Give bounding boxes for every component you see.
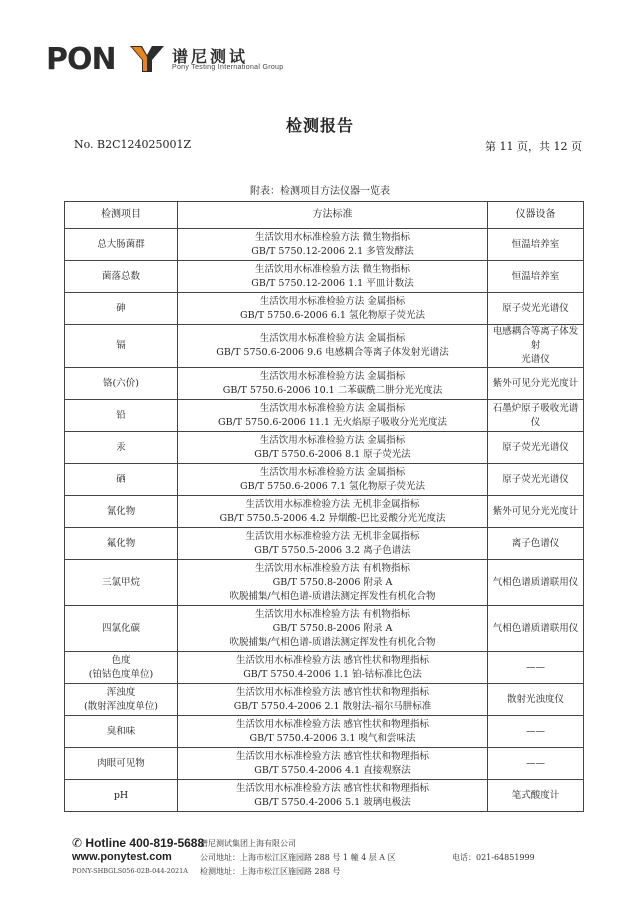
page-indicator: 第 11 页，共 12 页	[485, 140, 582, 153]
cell-instrument-line: 紫外可见分光光度计	[492, 505, 579, 517]
cell-item-line: 臭和味	[106, 725, 136, 737]
cell-method-line: 生活饮用水标准检验方法 感官性状和物理指标	[235, 654, 430, 666]
cell-method-line: 生活饮用水标准检验方法 无机非金属指标	[245, 530, 420, 542]
hotline-text: Hotline 400-819-5688	[85, 836, 205, 850]
cell-method-line: 生活饮用水标准检验方法 金属指标	[259, 370, 406, 382]
cell-item	[65, 229, 178, 261]
cell-item-line: 总大肠菌群	[97, 238, 145, 250]
cell-item	[65, 368, 178, 400]
cell-item	[65, 261, 178, 293]
table-body	[65, 229, 584, 812]
cell-instrument-line: ——	[526, 757, 545, 769]
cell-method	[178, 606, 488, 652]
cell-method-line: 吹脱捕集/气相色谱-质谱法测定挥发性有机化合物	[229, 590, 436, 602]
cell-method-line: 生活饮用水标准检验方法 有机物指标	[254, 562, 411, 574]
cell-method-line: GB/T 5750.8-2006 附录 A	[272, 576, 393, 588]
lab-address: 检测地址：上海市松江区施园路 288 号	[200, 867, 341, 876]
cell-method-line: GB/T 5750.12-2006 2.1 多管发酵法	[251, 245, 414, 257]
cell-instrument-line: 离子色谱仪	[511, 537, 560, 549]
cell-method	[178, 229, 488, 261]
table-row	[65, 496, 584, 528]
document-code: PONY-SHBGLS056-02B-044-2021A	[72, 867, 188, 875]
cell-method-line: GB/T 5750.4-2006 1.1 铂-钴标准比色法	[243, 668, 422, 680]
company-address: 公司地址：上海市松江区施园路 288 号 1 幢 4 层 A 区	[200, 853, 396, 862]
cell-item	[65, 464, 178, 496]
table-row	[65, 780, 584, 812]
cell-instrument	[488, 652, 584, 684]
cell-item	[65, 780, 178, 812]
cell-method	[178, 716, 488, 748]
cell-item	[65, 652, 178, 684]
cell-instrument	[488, 716, 584, 748]
cell-instrument	[488, 261, 584, 293]
cell-method-line: 生活饮用水标准检验方法 金属指标	[259, 434, 406, 446]
cell-instrument	[488, 528, 584, 560]
table-row	[65, 560, 584, 606]
cell-item-line: (铂钴色度单位)	[88, 668, 154, 680]
cell-item	[65, 400, 178, 432]
cell-instrument	[488, 432, 584, 464]
cell-item-line: 菌落总数	[101, 270, 140, 282]
cell-instrument	[488, 229, 584, 261]
table-row	[65, 325, 584, 368]
cell-method-line: GB/T 5750.6-2006 9.6 电感耦合等离子体发射光谱法	[216, 347, 449, 358]
cell-instrument	[488, 496, 584, 528]
cell-method-line: GB/T 5750.5-2006 3.2 离子色谱法	[254, 544, 411, 556]
cell-method-line: GB/T 5750.6-2006 8.1 原子荧光法	[254, 448, 411, 460]
cell-method	[178, 748, 488, 780]
cell-instrument-line: 原子荧光光谱仪	[502, 302, 569, 314]
cell-method-line: 生活饮用水标准检验方法 金属指标	[259, 295, 406, 307]
cell-item-line: 四氯化碳	[101, 622, 140, 634]
cell-method-line: 生活饮用水标准检验方法 无机非金属指标	[245, 498, 420, 510]
cell-instrument-line: 原子荧光光谱仪	[502, 473, 569, 485]
hotline	[72, 836, 204, 850]
cell-method-line: GB/T 5750.4-2006 4.1 直接观察法	[254, 764, 411, 776]
cell-instrument-line: 气相色谱质谱联用仪	[492, 622, 579, 634]
cell-method-line: 生活饮用水标准检验方法 金属指标	[259, 402, 406, 414]
cell-item	[65, 496, 178, 528]
cell-instrument-line: 笔式酸度计	[511, 789, 560, 801]
cell-instrument-line: 恒温培养室	[511, 270, 560, 282]
table-row	[65, 716, 584, 748]
cell-instrument-line: 原子荧光光谱仪	[502, 441, 569, 453]
cell-instrument-line: 电感耦合等离子体发射	[492, 326, 579, 351]
cell-item	[65, 293, 178, 325]
cell-method-line: GB/T 5750.4-2006 5.1 玻璃电极法	[254, 796, 411, 808]
cell-instrument-line: 散射光浊度仪	[506, 693, 564, 705]
cell-method-line: 生活饮用水标准检验方法 微生物指标	[254, 263, 411, 275]
cell-method-line: GB/T 5750.12-2006 1.1 平皿计数法	[251, 277, 414, 289]
cell-item	[65, 748, 178, 780]
cell-method-line: GB/T 5750.6-2006 11.1 无火焰原子吸收分光光度法	[218, 416, 447, 428]
table-row	[65, 748, 584, 780]
cell-item-line: 三氯甲烷	[101, 576, 140, 588]
table-row	[65, 261, 584, 293]
cell-method-line: 生活饮用水标准检验方法 感官性状和物理指标	[235, 750, 430, 762]
cell-instrument-line: 光谱仪	[521, 354, 550, 365]
cell-method	[178, 432, 488, 464]
phone-number: 电话：021-64851999	[452, 853, 535, 862]
header-method: 方法标准	[178, 202, 488, 229]
cell-item-line: 铅	[116, 409, 126, 421]
cell-item-line: 镉	[116, 340, 126, 351]
cell-method-line: GB/T 5750.6-2006 10.1 二苯碳酰二肼分光光度法	[222, 384, 443, 396]
header-instrument: 仪器设备	[488, 202, 584, 229]
cell-item-line: 氰化物	[106, 505, 136, 517]
cell-method-line: 生活饮用水标准检验方法 有机物指标	[254, 608, 411, 620]
cell-method	[178, 464, 488, 496]
table-caption: 附表：检测项目方法仪器一览表	[250, 186, 390, 197]
cell-method-line: GB/T 5750.4-2006 3.1 嗅气和尝味法	[249, 732, 416, 744]
page-title: 检测报告	[285, 116, 354, 135]
cell-instrument	[488, 325, 584, 368]
cell-item	[65, 325, 178, 368]
cell-method-line: 生活饮用水标准检验方法 感官性状和物理指标	[235, 718, 430, 730]
cell-method	[178, 400, 488, 432]
cell-method-line: GB/T 5750.8-2006 附录 A	[272, 622, 393, 634]
cell-instrument	[488, 400, 584, 432]
cell-instrument	[488, 560, 584, 606]
phone-icon: ✆	[72, 836, 83, 850]
cell-instrument-line: 紫外可见分光光度计	[492, 377, 579, 389]
table-row	[65, 368, 584, 400]
cell-instrument	[488, 748, 584, 780]
table-row	[65, 464, 584, 496]
cell-instrument	[488, 368, 584, 400]
cell-method	[178, 528, 488, 560]
cell-method-line: GB/T 5750.4-2006 2.1 散射法-福尔马肼标准	[233, 700, 432, 712]
cell-item-line: pH	[113, 789, 129, 801]
cell-method	[178, 325, 488, 368]
cell-method-line: 生活饮用水标准检验方法 金属指标	[259, 466, 406, 478]
cell-item	[65, 716, 178, 748]
cell-instrument	[488, 293, 584, 325]
company-logo	[46, 40, 346, 76]
cell-instrument-line: 石墨炉原子吸收光谱仪	[492, 402, 579, 428]
table-row	[65, 606, 584, 652]
table-row	[65, 229, 584, 261]
cell-instrument	[488, 464, 584, 496]
cell-item-line: 肉眼可见物	[97, 757, 145, 769]
table-row	[65, 652, 584, 684]
website-link[interactable]: www.ponytest.com	[72, 851, 172, 863]
methods-table	[64, 201, 584, 812]
cell-item-line: 汞	[116, 441, 126, 453]
cell-item	[65, 606, 178, 652]
cell-item-line: 铬(六价)	[103, 377, 139, 389]
cell-item	[65, 684, 178, 716]
cell-method-line: 生活饮用水标准检验方法 感官性状和物理指标	[235, 782, 430, 794]
table-row	[65, 400, 584, 432]
cell-method-line: 生活饮用水标准检验方法 微生物指标	[254, 231, 411, 243]
cell-method-line: GB/T 5750.6-2006 6.1 氢化物原子荧光法	[240, 309, 425, 321]
cell-instrument-line: ——	[526, 725, 545, 737]
cell-instrument-line: 恒温培养室	[511, 238, 560, 250]
cell-method	[178, 780, 488, 812]
cell-item	[65, 528, 178, 560]
cell-method-line: GB/T 5750.6-2006 7.1 氢化物原子荧光法	[240, 480, 425, 492]
logo-chinese-name: 谱尼测试	[172, 47, 249, 66]
cell-instrument	[488, 606, 584, 652]
cell-item-line: 色度	[111, 654, 131, 666]
cell-method-line: 生活饮用水标准检验方法 感官性状和物理指标	[235, 686, 430, 698]
table-row	[65, 684, 584, 716]
cell-method	[178, 496, 488, 528]
header-item: 检测项目	[65, 202, 178, 229]
cell-item-line: (散射浑浊度单位)	[84, 700, 158, 712]
cell-item-line: 氟化物	[106, 537, 136, 549]
cell-method-line: 生活饮用水标准检验方法 金属指标	[259, 333, 406, 344]
cell-method	[178, 261, 488, 293]
cell-item	[65, 560, 178, 606]
cell-method	[178, 293, 488, 325]
cell-instrument	[488, 684, 584, 716]
logo-english-name: Pony Testing International Group	[172, 64, 284, 71]
cell-method	[178, 652, 488, 684]
table-header-row	[65, 202, 584, 229]
cell-item-line: 硒	[116, 473, 126, 485]
cell-method	[178, 560, 488, 606]
cell-item	[65, 432, 178, 464]
cell-item-line: 浑浊度	[106, 686, 136, 698]
cell-method	[178, 368, 488, 400]
cell-item-line: 砷	[116, 302, 126, 314]
cell-method	[178, 684, 488, 716]
logo-wordmark: PON	[46, 42, 116, 77]
table-row	[65, 528, 584, 560]
cell-method-line: GB/T 5750.5-2006 4.2 异烟酸-巴比妥酸分光光度法	[219, 512, 446, 524]
cell-method-line: 吹脱捕集/气相色谱-质谱法测定挥发性有机化合物	[229, 636, 436, 648]
cell-instrument-line: ——	[526, 661, 545, 673]
table-row	[65, 293, 584, 325]
table-row	[65, 432, 584, 464]
cell-instrument-line: 气相色谱质谱联用仪	[492, 576, 579, 588]
company-name: 谱尼测试集团上海有限公司	[200, 839, 296, 848]
report-number: No. B2C124025001Z	[74, 138, 192, 151]
cell-instrument	[488, 780, 584, 812]
